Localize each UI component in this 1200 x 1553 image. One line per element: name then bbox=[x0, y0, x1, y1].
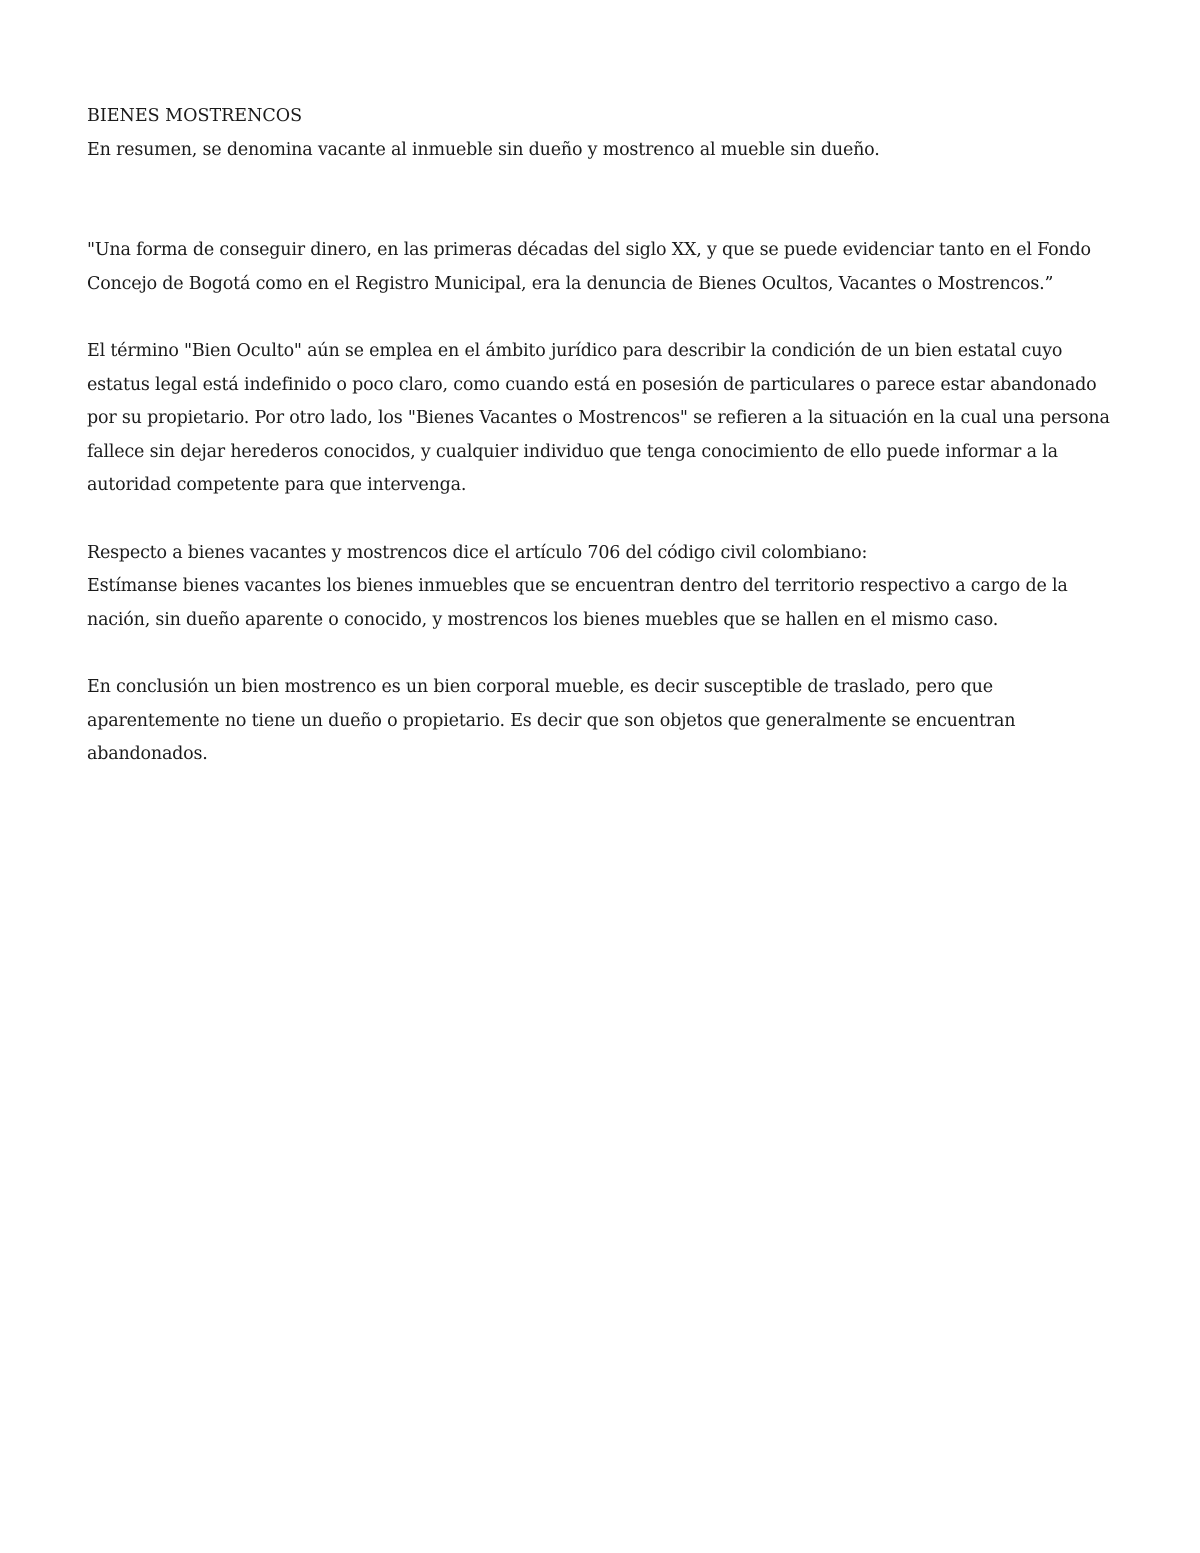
summary-paragraph: En resumen, se denomina vacante al inmueble sin dueño y mostrenco al mueble sin dueño. bbox=[87, 139, 880, 160]
bien-oculto-paragraph: El término "Bien Oculto" aún se emplea en el ámbito jurídico para describir la condición de un bien estatal cuyo estatus legal está indefinido o poco claro, como cuando está en posesión de particulares o parece estar abandonado por su propietario. Por otro lado, los "Bienes Vacantes o Mostrencos" se refieren a la situación en la cual una persona fallece sin dejar herederos conocidos, y cualquier individuo que tenga conocimiento de ello puede informar a la autoridad competente para que intervenga. bbox=[87, 340, 1110, 496]
document-body bbox=[87, 100, 1117, 772]
spacer bbox=[87, 637, 1117, 671]
quote-paragraph: "Una forma de conseguir dinero, en las primeras décadas del siglo XX, y que se puede evidenciar tanto en el Fondo Concejo de Bogotá como en el Registro Municipal, era la denuncia de Bienes Ocultos, Vacantes o Mostrencos.” bbox=[87, 240, 1091, 294]
article-intro-paragraph: Respecto a bienes vacantes y mostrencos dice el artículo 706 del código civil colombiano: bbox=[87, 542, 868, 563]
conclusion-paragraph: En conclusión un bien mostrenco es un bien corporal mueble, es decir susceptible de traslado, pero que aparentemente no tiene un dueño o propietario. Es decir que son objetos que generalmente se encuentran abandonados. bbox=[87, 676, 1016, 765]
spacer bbox=[87, 503, 1117, 537]
spacer bbox=[87, 301, 1117, 335]
spacer bbox=[87, 167, 1117, 234]
article-text-paragraph: Estímanse bienes vacantes los bienes inmuebles que se encuentran dentro del territorio respectivo a cargo de la nación, sin dueño aparente o conocido, y mostrencos los bienes muebles que se hallen en el mismo caso. bbox=[87, 576, 1068, 630]
document-title: BIENES MOSTRENCOS bbox=[87, 106, 303, 126]
